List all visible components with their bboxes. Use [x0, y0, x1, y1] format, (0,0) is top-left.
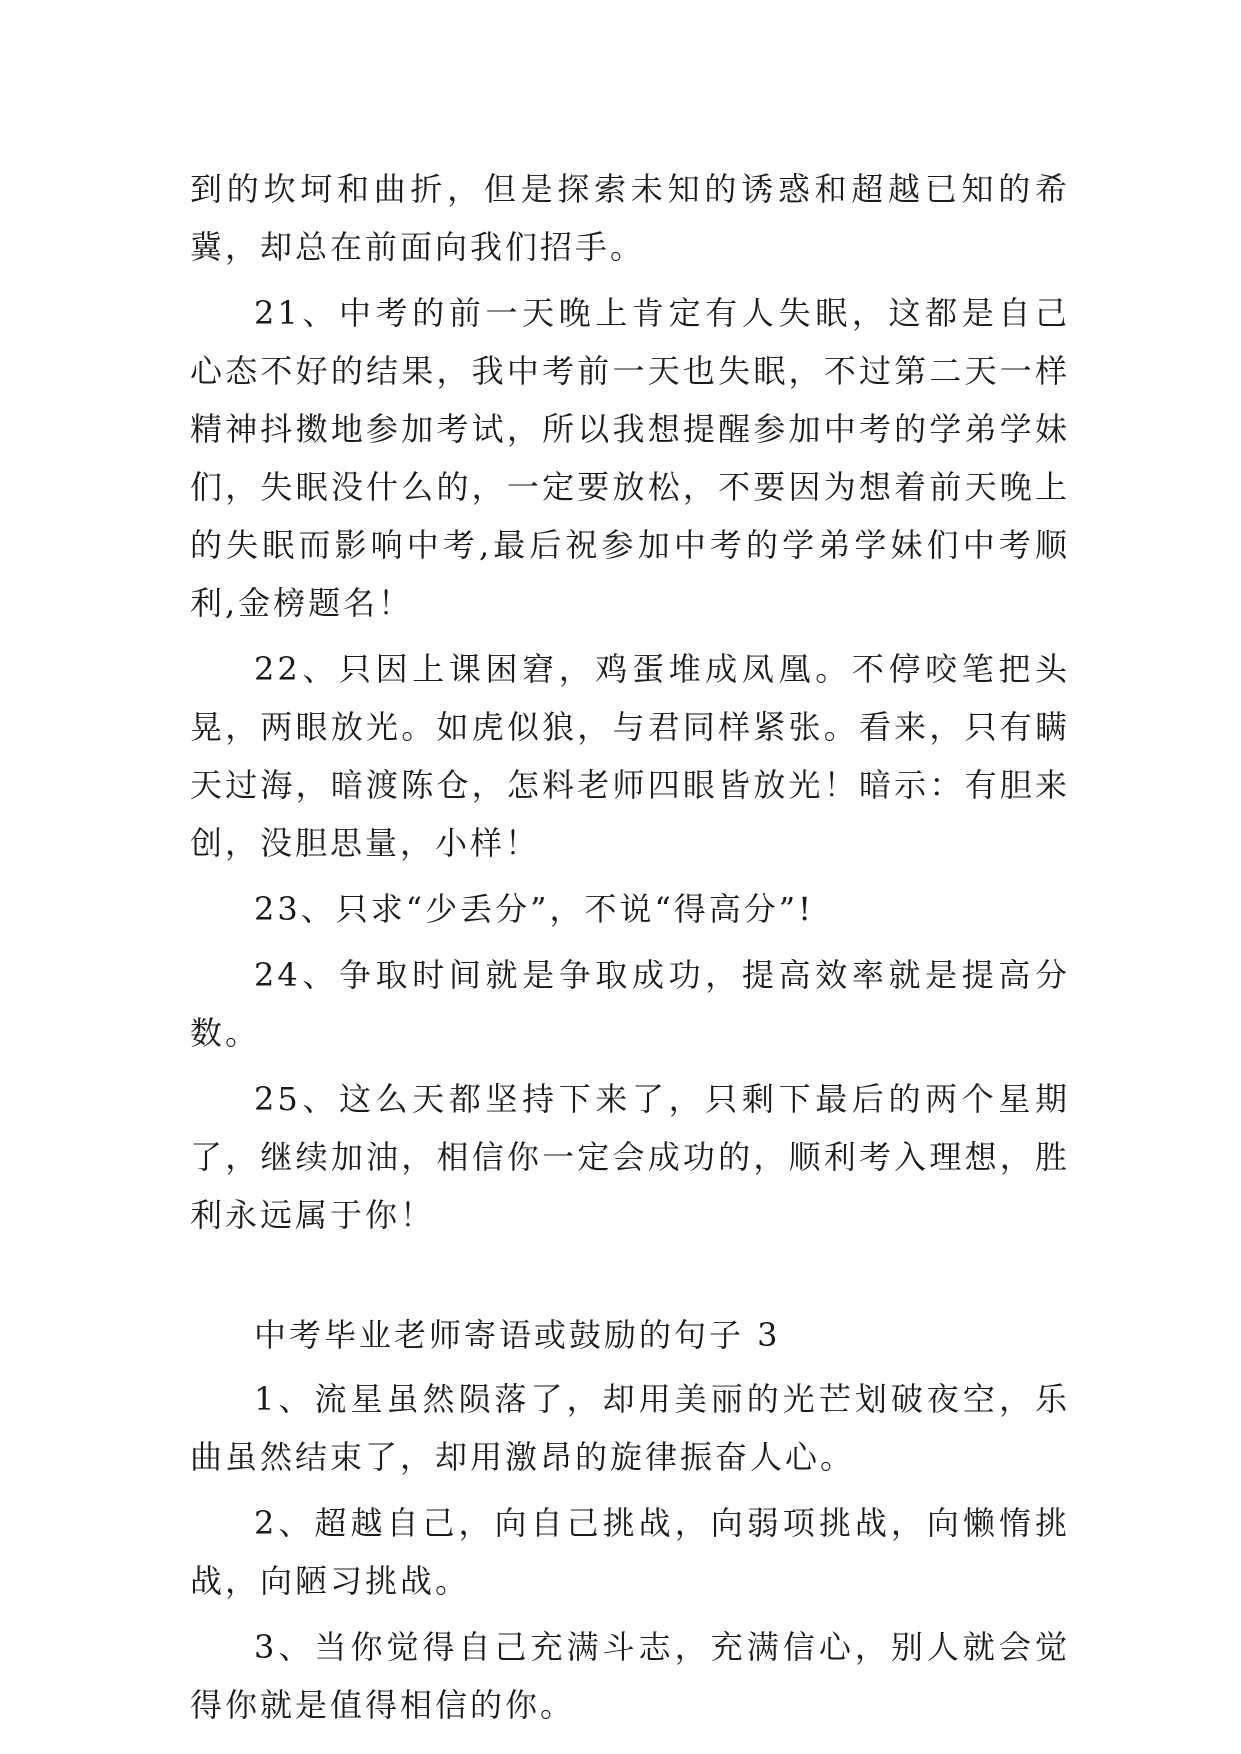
paragraph-1: 1、流星虽然陨落了，却用美丽的光芒划破夜空，乐曲虽然结束了，却用激昂的旋律振奋人心。: [190, 1380, 1070, 1476]
paragraph-2: 2、超越自己，向自己挑战，向弱项挑战，向懒惰挑战，向陋习挑战。: [190, 1504, 1070, 1600]
paragraph-25: 25、这么天都坚持下来了，只剩下最后的两个星期了，继续加油，相信你一定会成功的，顺利考入理想，胜利永远属于你！: [190, 1080, 1070, 1234]
section-title: 中考毕业老师寄语或鼓励的句子 3: [254, 1316, 781, 1354]
paragraph-3: 3、当你觉得自己充满斗志，充满信心，别人就会觉得你就是值得相信的你。: [190, 1628, 1070, 1724]
paragraph-21: 21、中考的前一天晚上肯定有人失眠，这都是自己心态不好的结果，我中考前一天也失眠，不过第二天一样精神抖擞地参加考试，所以我想提醒参加中考的学弟学妹们，失眠没什么的，一定要放松，不要因为想着前天晚上的失眠而影响中考,最后祝参加中考的学弟学妹们中考顺利,金榜题名！: [190, 294, 1070, 622]
paragraph-continued: 到的坎坷和曲折，但是探索未知的诱惑和超越已知的希冀，却总在前面向我们招手。: [190, 170, 1070, 266]
document-body: [190, 160, 1070, 1734]
paragraph-23: 23、只求“少丢分”，不说“得高分”!: [254, 890, 815, 928]
paragraph-22: 22、只因上课困窘，鸡蛋堆成凤凰。不停咬笔把头晃，两眼放光。如虎似狼，与君同样紧张。看来，只有瞒天过海，暗渡陈仓，怎料老师四眼皆放光！暗示：有胆来创，没胆思量，小样！: [190, 650, 1070, 862]
paragraph-24: 24、争取时间就是争取成功，提高效率就是提高分数。: [190, 956, 1070, 1052]
